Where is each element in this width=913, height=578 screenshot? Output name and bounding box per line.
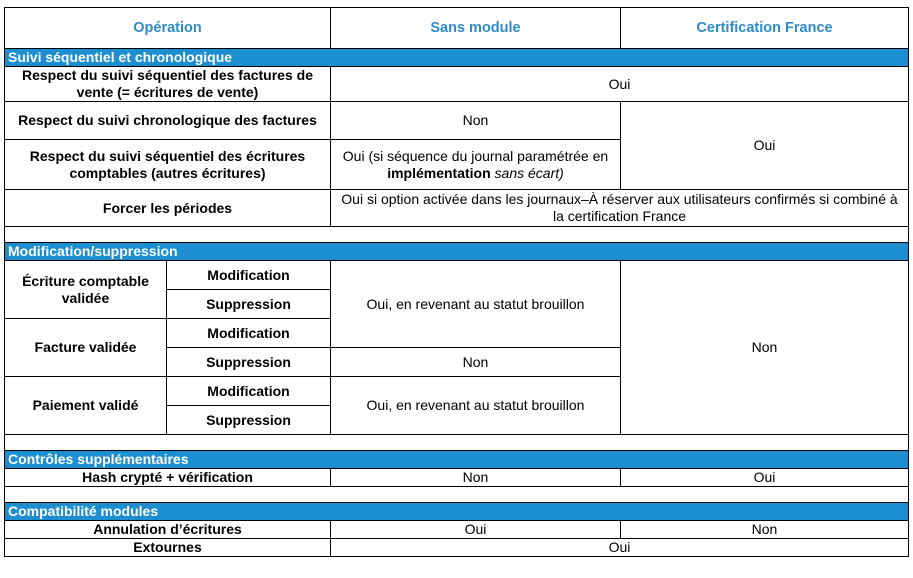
row-value-sans: Oui (si séquence du journal paramétrée en implémentation sans écart) xyxy=(331,140,621,190)
header-certification-france: Certification France xyxy=(621,8,909,49)
row-label: Respect du suivi chronologique des factures xyxy=(5,102,331,140)
row-label: Forcer les périodes xyxy=(5,190,331,227)
row-value-sans: Oui, en revenant au statut brouillon xyxy=(331,377,621,435)
row-value-sans: Non xyxy=(331,469,621,487)
spacer-row xyxy=(5,227,909,243)
table-row xyxy=(5,469,909,487)
row-label: Annulation d’écritures xyxy=(5,521,331,539)
row-value-cert: Oui xyxy=(621,102,909,190)
row-value: Oui xyxy=(331,67,909,102)
row-label: Extournes xyxy=(5,539,331,557)
sub-label: Modification xyxy=(167,261,331,290)
section-compatibilite: Compatibilité modules xyxy=(5,503,909,521)
row-value-cert: Non xyxy=(621,521,909,539)
row-label: Facture validée xyxy=(5,319,167,377)
row-value: Oui si option activée dans les journaux–À réserver aux utilisateurs confirmés si combiné à la certification France xyxy=(331,190,909,227)
table-row xyxy=(5,539,909,557)
comparison-table xyxy=(4,7,909,557)
section-row xyxy=(5,451,909,469)
row-value-sans: Oui xyxy=(331,521,621,539)
table-row xyxy=(5,521,909,539)
row-value-sans: Non xyxy=(331,348,621,377)
sub-label: Suppression xyxy=(167,348,331,377)
row-value-cert: Oui xyxy=(621,469,909,487)
section-row xyxy=(5,503,909,521)
section-modification: Modification/suppression xyxy=(5,243,909,261)
sub-label: Modification xyxy=(167,319,331,348)
header-sans-module: Sans module xyxy=(331,8,621,49)
row-label: Écriture comptable validée xyxy=(5,261,167,319)
header-operation: Opération xyxy=(5,8,331,49)
spacer-row xyxy=(5,487,909,503)
row-label: Hash crypté + vérification xyxy=(5,469,331,487)
section-controles: Contrôles supplémentaires xyxy=(5,451,909,469)
spacer-row xyxy=(5,435,909,451)
sub-label: Suppression xyxy=(167,290,331,319)
row-value: Oui xyxy=(331,539,909,557)
table-row xyxy=(5,261,909,290)
table-row xyxy=(5,67,909,102)
header-row xyxy=(5,8,909,49)
row-label: Respect du suivi séquentiel des factures de vente (= écritures de vente) xyxy=(5,67,331,102)
sub-label: Modification xyxy=(167,377,331,406)
section-suivi: Suivi séquentiel et chronologique xyxy=(5,49,909,67)
row-value-cert: Non xyxy=(621,261,909,435)
table-row xyxy=(5,190,909,227)
row-label: Paiement validé xyxy=(5,377,167,435)
table-row xyxy=(5,102,909,140)
section-row xyxy=(5,243,909,261)
section-row xyxy=(5,49,909,67)
row-label: Respect du suivi séquentiel des écritures comptables (autres écritures) xyxy=(5,140,331,190)
row-value-sans: Oui, en revenant au statut brouillon xyxy=(331,261,621,348)
sub-label: Suppression xyxy=(167,406,331,435)
row-value-sans: Non xyxy=(331,102,621,140)
